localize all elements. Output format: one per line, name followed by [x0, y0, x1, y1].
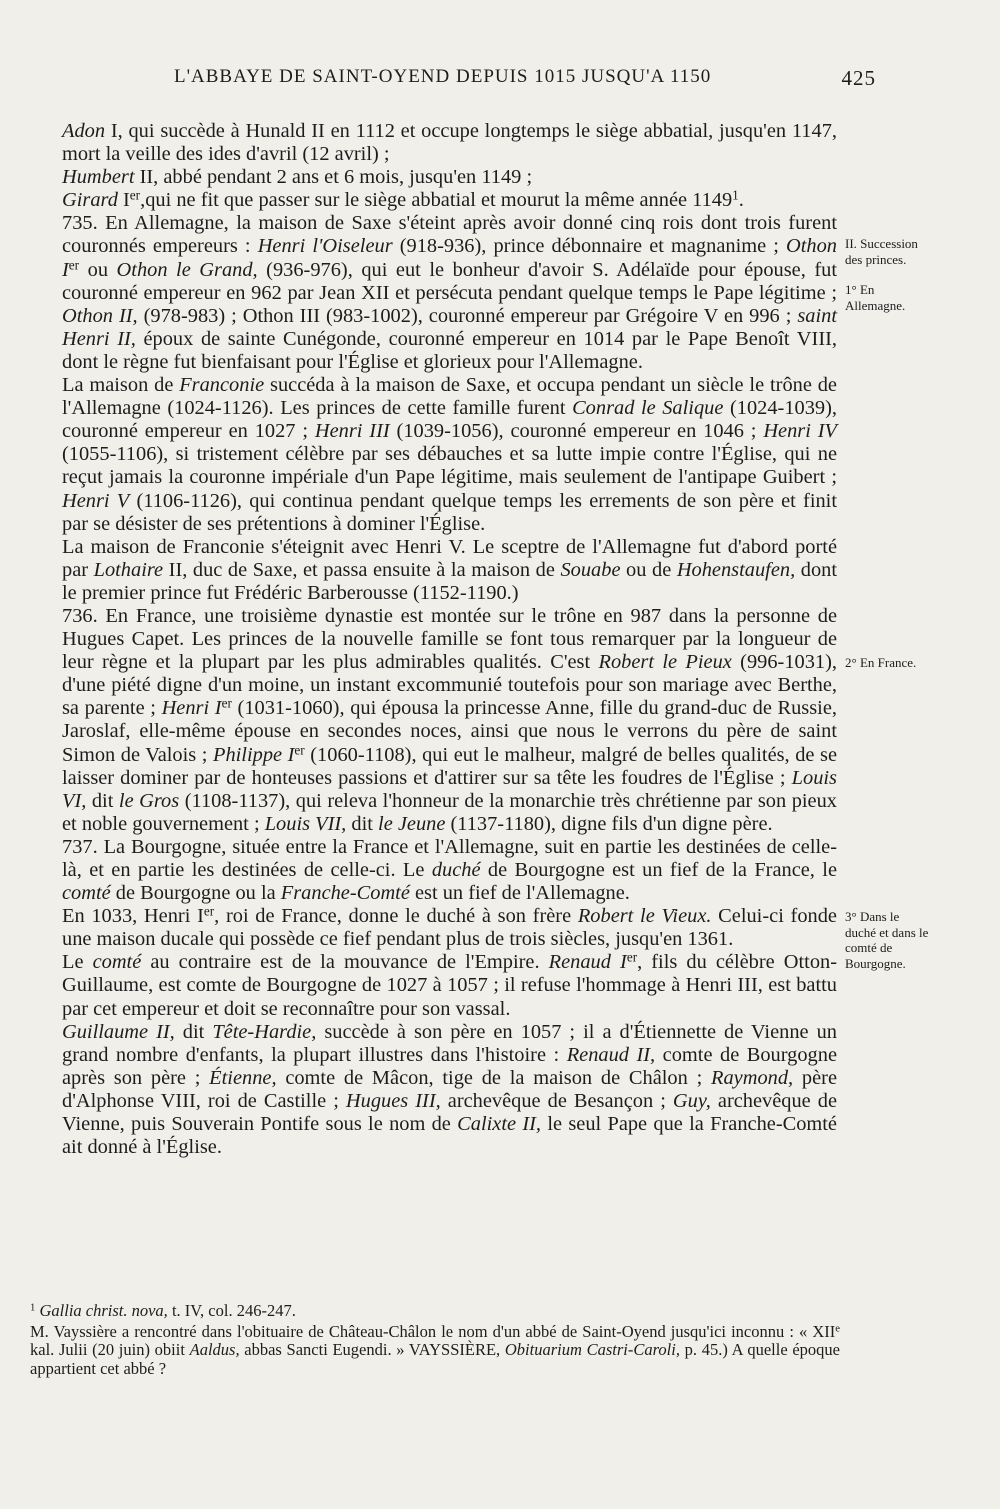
- italic-text: Renaud II,: [566, 1043, 656, 1066]
- paragraph-735: [62, 212, 837, 374]
- page-number: 425: [841, 66, 876, 90]
- margin-note-bourgogne: 3° Dans le duché et dans le comté de Bourgogne.: [845, 909, 929, 971]
- text-run: au contraire est de la mouvance de l'Empire.: [141, 951, 549, 974]
- italic-text: Franconie: [179, 374, 265, 397]
- italic-text: Humbert: [62, 166, 135, 189]
- text-run: (918-936), prince débonnaire et magnanime ;: [392, 235, 787, 258]
- italic-text: Robert le Vieux.: [577, 905, 712, 928]
- italic-text: Aaldus,: [189, 1340, 240, 1360]
- superscript: er: [294, 741, 305, 757]
- text-run: abbas Sancti Eugendi. » VAYSSIÈRE,: [239, 1340, 505, 1360]
- paragraph: [62, 374, 837, 536]
- text-run: dit: [86, 789, 119, 812]
- italic-text: Adon: [62, 120, 106, 142]
- text-run: La maison de: [62, 374, 180, 397]
- italic-text: Henri III: [314, 420, 390, 443]
- italic-text: Guillaume II,: [62, 1020, 175, 1043]
- italic-text: Tête-Hardie,: [212, 1020, 317, 1043]
- italic-text: Othon le Grand,: [116, 258, 258, 281]
- running-title: L'ABBAYE DE SAINT-OYEND DEPUIS 1015 JUSQU'A 1150: [174, 66, 712, 87]
- text-run: I: [117, 189, 130, 212]
- text-run: (1106-1126), qui continua pendant quelque temps les errements de son père et finit par se désister de ses prétentions à dominer l'Église.: [62, 489, 838, 535]
- italic-text: Louis VII,: [264, 812, 347, 835]
- text-run: époux de sainte Cunégonde, couronné empereur en 1014 par le Pape Benoît VIII, dont le règne fut bienfaisant pour l'Église et glorieux pour l'Allemagne.: [62, 327, 837, 373]
- italic-text: Guy,: [672, 1089, 711, 1112]
- italic-text: le Jeune: [378, 812, 446, 835]
- text-run: (1137-1180), digne fils d'un digne père.: [445, 812, 773, 835]
- text-run: (1060-1108), qui eut le malheur, malgré de belles qualités, de se laisser dominer par de honteuses passions et d'attirer sur sa tête les foudres de l'Église ;: [62, 743, 837, 789]
- superscript: er: [221, 695, 232, 711]
- italic-text: Conrad le Salique: [572, 397, 724, 420]
- text-run: La maison de Franconie s'éteignit avec Henri V. Le sceptre de l'Allemagne fut d'abord porté par: [62, 535, 837, 581]
- margin-note-succession: II. Succession des princes.: [845, 236, 918, 267]
- paragraph-736: [62, 605, 837, 836]
- text-run: comte de Mâcon, tige de la maison de Châlon ;: [276, 1066, 712, 1089]
- text-run: de Bourgogne est un fief de la France, le: [480, 859, 837, 881]
- italic-text: Girard: [62, 189, 118, 212]
- italic-text: Henri V: [62, 489, 130, 512]
- italic-text: le Gros: [118, 789, 180, 812]
- text-run: succède à son père en 1057 ; il a d'Étiennette de Vienne un grand nombre d'enfants, la plupart illustres dans l'histoire :: [62, 1020, 837, 1066]
- text-run: M. Vayssière a rencontré dans l'obituaire de Château-Châlon le nom d'un abbé de Saint-Oyend jusqu'ici inconnu : « XII: [30, 1322, 836, 1342]
- italic-text: Lothaire: [93, 558, 164, 581]
- italic-text: comté: [92, 951, 142, 974]
- superscript: er: [68, 256, 80, 272]
- footnote-2: [30, 1323, 840, 1378]
- paragraph: [62, 189, 837, 212]
- text-run: p. 45.) A quelle époque appartient cet abbé ?: [30, 1340, 840, 1378]
- text-run: (1108-1137), qui releva l'honneur de la monarchie très chrétienne par son pieux et noble gouvernement ;: [62, 789, 837, 835]
- text-run: I, qui succède à Hunald II en 1112 et occupe longtemps le siège abbatial, jusqu'en 1147, mort la veille des ides d'avril (12 avril) ;: [62, 120, 837, 166]
- paragraph: [62, 1021, 837, 1160]
- text-run: (1039-1056), couronné empereur en 1046 ;: [389, 420, 764, 443]
- paragraph: [62, 905, 837, 951]
- text-run: dit: [346, 812, 379, 835]
- text-run: , fils du célèbre Otton-Guillaume, est comte de Bourgogne de 1027 à 1057 ; il refuse l'hommage à Henri III, est battu par cet empereur et doit se reconnaître pour son vassal.: [62, 951, 837, 1020]
- text-run: succéda à la maison de Saxe, et occupa pendant un siècle le trône de l'Allemagne (1024-1126). Les princes de cette famille furent: [62, 374, 837, 420]
- text-run: kal. Julii (20 juin) obiit: [30, 1340, 190, 1360]
- text-run: archevêque de Vienne, puis Souverain Pontife sous le nom de: [62, 1089, 838, 1136]
- text-run: Celui-ci fonde une maison ducale qui possède ce fief pendant plus de trois siècles, jusqu'en 1361.: [62, 905, 837, 951]
- italic-text: saint Henri II,: [62, 304, 837, 350]
- text-run: ou: [79, 258, 117, 281]
- italic-text: Calixte II,: [457, 1113, 542, 1136]
- text-run: II, abbé pendant 2 ans et 6 mois, jusqu'en 1149 ;: [134, 166, 533, 189]
- italic-text: Hugues III,: [345, 1089, 441, 1112]
- margin-note-allemagne: 1° En Allemagne.: [845, 282, 906, 313]
- italic-text: Othon I: [62, 235, 837, 281]
- paragraph: [62, 536, 837, 605]
- text-run: le seul Pape que la Franche-Comté ait donné à l'Église.: [62, 1113, 837, 1159]
- italic-text: Henri IV: [763, 420, 837, 443]
- italic-text: Franche-Comté: [280, 882, 410, 905]
- text-run: ,qui ne fit que passer sur le siège abbatial et mourut la même année 1149: [140, 189, 733, 212]
- text-run: En 1033, Henri I: [62, 905, 204, 928]
- italic-text: comté: [62, 882, 111, 905]
- italic-text: Souabe: [560, 558, 621, 581]
- superscript: er: [203, 903, 215, 919]
- text-run: 735. En Allemagne, la maison de Saxe s'éteint après avoir donné cinq rois dont trois furent couronnés empereurs :: [62, 212, 837, 258]
- text-run: .: [738, 189, 744, 212]
- text-run: père d'Alphonse VIII, roi de Castille ;: [62, 1066, 837, 1112]
- italic-text: duché: [431, 859, 481, 881]
- text-run: (1031-1060), qui épousa la princesse Anne, fille du grand-duc de Russie, Jaroslaf, elle-même épouse en secondes noces, ainsi que nous le verrons du père de saint Simon de Valois ;: [62, 697, 837, 766]
- italic-text: Louis VI,: [62, 766, 837, 812]
- text-run: de Bourgogne ou la: [110, 882, 281, 905]
- text-run: 736. En France, une troisième dynastie est montée sur le trône en 987 dans la personne de Hugues Capet. Les princes de la nouvelle famille se font tous remarquer par la longueur de leur règne et la plupart par les plus admirables qualités. C'est: [62, 604, 837, 674]
- paragraph-737: [62, 836, 837, 905]
- italic-text: Gallia christ. nova,: [39, 1301, 168, 1320]
- italic-text: Étienne,: [209, 1066, 277, 1089]
- italic-text: Renaud I: [548, 951, 627, 974]
- text-run: archevêque de Besançon ;: [440, 1089, 673, 1112]
- italic-text: Philippe I: [212, 743, 295, 766]
- text-run: (996-1031), d'une piété digne d'un moine, un instant excommunié toutefois pour son mariage avec Berthe, sa parente ;: [62, 651, 838, 720]
- italic-text: Hohenstaufen,: [676, 558, 796, 581]
- italic-text: Obituarium Castri-Caroli,: [504, 1340, 680, 1360]
- text-run: t. IV, col. 246-247.: [167, 1301, 296, 1320]
- italic-text: Othon II,: [62, 304, 138, 327]
- superscript: 1: [732, 187, 739, 203]
- superscript: er: [626, 949, 638, 965]
- paragraph: [62, 951, 837, 1020]
- text-run: (1055-1106), si tristement célèbre par ses débauches et sa lutte impie contre l'Église, qui ne reçut jamais la couronne impériale d'un Pape légitime, mais seulement de l'antipape Guibert ;: [62, 443, 837, 489]
- italic-text: Henri l'Oiseleur: [257, 235, 393, 258]
- text-run: dit: [174, 1020, 213, 1043]
- text-run: (936-976), qui eut le bonheur d'avoir S. Adélaïde pour épouse, fut couronné empereur en 962 par Jean XII et persécuta pendant quelque temps le Pape légitime ;: [62, 258, 837, 304]
- footnotes: [30, 1302, 840, 1381]
- superscript: er: [129, 187, 141, 203]
- text-run: (978-983) ; Othon III (983-1002), couronné empereur par Grégoire V en 996 ;: [137, 304, 798, 327]
- italic-text: Raymond,: [711, 1066, 794, 1089]
- superscript: 1: [30, 1301, 36, 1314]
- italic-text: Henri I: [161, 697, 222, 720]
- text-run: , roi de France, donne le duché à son frère: [214, 905, 578, 928]
- margin-note-france: 2° En France.: [845, 655, 917, 670]
- text-run: comte de Bourgogne après son père ;: [62, 1043, 837, 1089]
- paragraph: [62, 166, 837, 189]
- superscript: e: [835, 1322, 840, 1335]
- text-run: 737. La Bourgogne, située entre la France et l'Allemagne, suit en partie les destinées de celle-là, et en partie les destinées de celle-ci. Le: [62, 835, 837, 881]
- text-run: dont le premier prince fut Frédéric Barberousse (1152-1190.): [62, 558, 837, 604]
- text-run: est un fief de l'Allemagne.: [409, 882, 630, 905]
- text-run: ou de: [620, 558, 677, 581]
- paragraph: [62, 120, 837, 166]
- main-text: [62, 120, 837, 1159]
- text-run: II, duc de Saxe, et passa ensuite à la maison de: [163, 558, 561, 581]
- text-run: Le: [62, 951, 93, 974]
- footnote-1: [30, 1302, 840, 1320]
- text-run: (1024-1039), couronné empereur en 1027 ;: [62, 397, 838, 443]
- italic-text: Robert le Pieux: [598, 651, 732, 674]
